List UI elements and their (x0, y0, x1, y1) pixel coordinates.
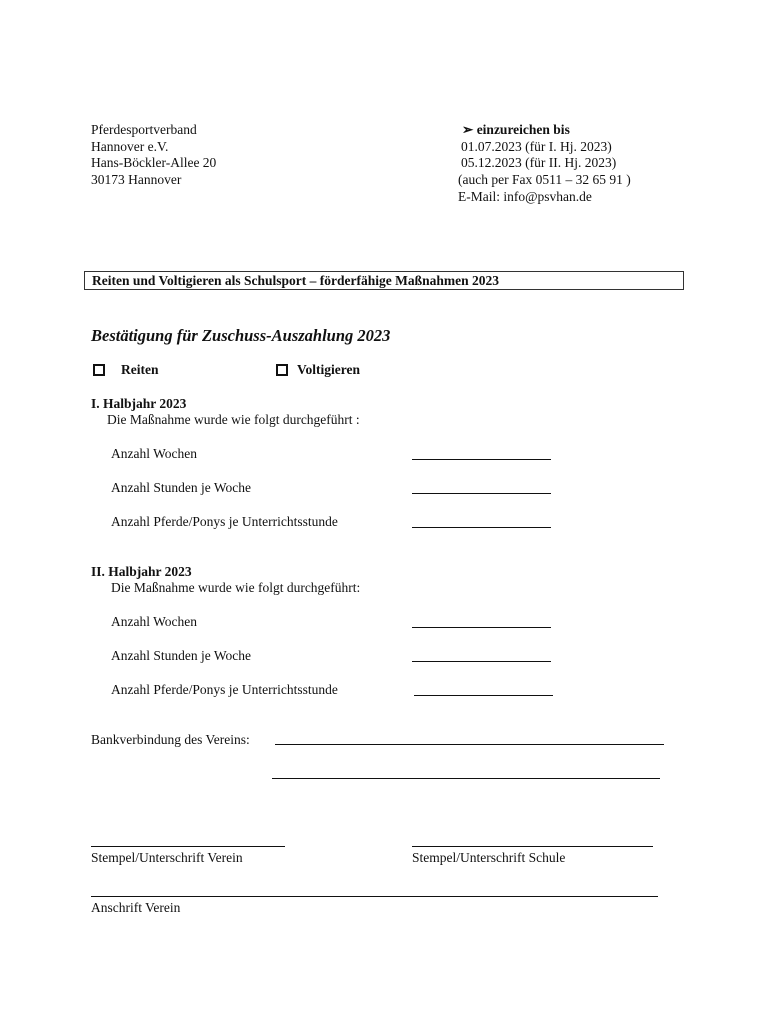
h1-hours-label: Anzahl Stunden je Woche (111, 480, 252, 495)
h2-hours-label: Anzahl Stunden je Woche (111, 648, 252, 663)
signature-schule-line[interactable] (412, 846, 653, 847)
sender-line-3: Hans-Böckler-Allee 20 (91, 155, 217, 170)
bank-field-line-2[interactable] (272, 778, 660, 779)
signature-verein-line[interactable] (91, 846, 285, 847)
deadline-date-2: 05.12.2023 (für II. Hj. 2023) (461, 155, 617, 170)
reiten-checkbox[interactable] (93, 364, 105, 376)
deadline-email: E-Mail: info@psvhan.de (458, 189, 592, 204)
bank-field-line-1[interactable] (275, 744, 664, 745)
h2-horses-label: Anzahl Pferde/Ponys je Unterrichtsstunde (111, 682, 338, 697)
h2-hours-field[interactable] (412, 661, 551, 662)
h2-weeks-label: Anzahl Wochen (111, 614, 198, 629)
h1-weeks-field[interactable] (412, 459, 551, 460)
address-verein-line[interactable] (91, 896, 658, 897)
reiten-label: Reiten (121, 362, 159, 377)
voltigieren-checkbox[interactable] (276, 364, 288, 376)
h1-weeks-label: Anzahl Wochen (111, 446, 198, 461)
section-1-heading: I. Halbjahr 2023 (91, 396, 187, 411)
h1-horses-field[interactable] (412, 527, 551, 528)
signature-verein-label: Stempel/Unterschrift Verein (91, 850, 243, 865)
sender-line-2: Hannover e.V. (91, 139, 169, 154)
deadline-fax: (auch per Fax 0511 – 32 65 91 ) (458, 172, 631, 187)
deadline-date-1: 01.07.2023 (für I. Hj. 2023) (461, 139, 612, 154)
program-banner (84, 271, 684, 290)
section-2-intro: Die Maßnahme wurde wie folgt durchgeführt: (111, 580, 361, 595)
sender-line-1: Pferdesportverband (91, 122, 197, 137)
voltigieren-label: Voltigieren (297, 362, 360, 377)
section-1-intro: Die Maßnahme wurde wie folgt durchgeführt : (107, 412, 360, 427)
h1-hours-field[interactable] (412, 493, 551, 494)
signature-schule-label: Stempel/Unterschrift Schule (412, 850, 566, 865)
arrow-bullet-icon: ➢ (462, 122, 474, 137)
deadline-heading: einzureichen bis (476, 122, 570, 137)
deadline-heading-line (462, 122, 570, 138)
sender-line-4: 30173 Hannover (91, 172, 182, 187)
h2-horses-field[interactable] (414, 695, 553, 696)
section-2-heading: II. Halbjahr 2023 (91, 564, 192, 579)
program-banner-text: Reiten und Voltigieren als Schulsport – förderfähige Maßnahmen 2023 (92, 273, 500, 288)
address-verein-label: Anschrift Verein (91, 900, 181, 915)
h2-weeks-field[interactable] (412, 627, 551, 628)
page-title: Bestätigung für Zuschuss-Auszahlung 2023 (91, 326, 391, 345)
bank-label: Bankverbindung des Vereins: (91, 732, 250, 747)
h1-horses-label: Anzahl Pferde/Ponys je Unterrichtsstunde (111, 514, 338, 529)
